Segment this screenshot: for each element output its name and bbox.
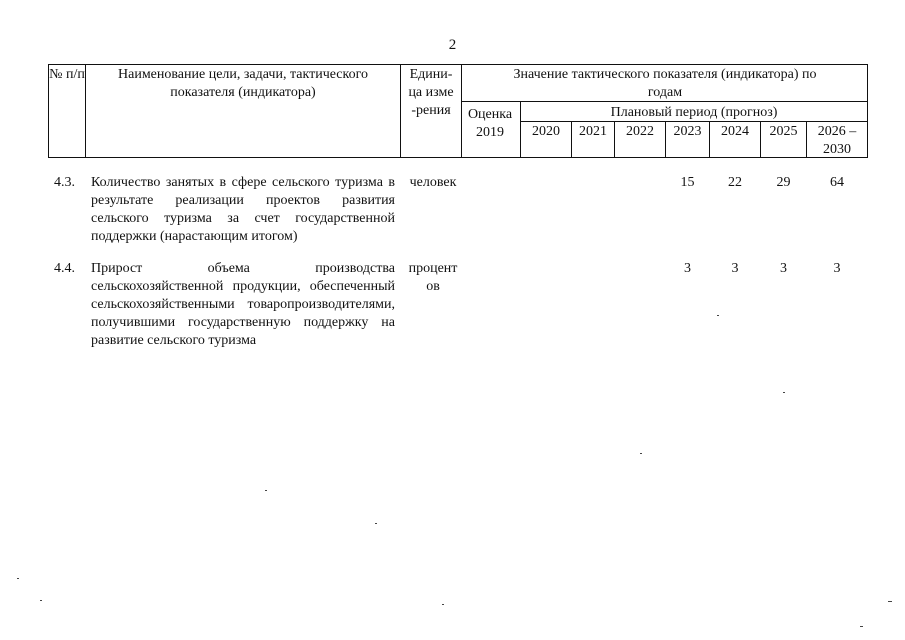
value-2023: 3 xyxy=(684,261,691,276)
header-year: 2024 xyxy=(721,124,749,139)
value-2026-2030: 64 xyxy=(830,175,844,190)
page-number: 2 xyxy=(448,37,457,53)
row-unit: процентов xyxy=(408,261,458,294)
value-2024: 22 xyxy=(728,175,742,190)
header-year: 2025 xyxy=(769,124,798,139)
value-2026-2030: 3 xyxy=(833,261,841,276)
header-num: № п/п xyxy=(49,67,85,82)
header-estimate: Оценка 2019 xyxy=(467,107,513,140)
header-planned: Плановый период (прогноз) xyxy=(610,105,778,120)
header-name: Наименование цели, задачи, тактического показателя (индикатора) xyxy=(118,67,368,100)
row-name: Прирост объема производства сельскохозяйственной продукции, обеспеченный сельскохозяйственными товаропроизводителями, получившими государственную поддержку на развитие сельского туризма xyxy=(91,261,395,348)
row-number: 4.4. xyxy=(54,261,75,276)
row-name: Количество занятых в сфере сельского туризма в результате реализации проектов развития сельского туризма за счет государственной поддержки (нарастающим итогом) xyxy=(91,175,395,244)
row-number: 4.3. xyxy=(54,175,75,190)
value-2025: 3 xyxy=(780,261,787,276)
header-year: 2023 xyxy=(673,124,702,139)
value-2023: 15 xyxy=(680,175,695,190)
header-year: 2020 xyxy=(532,124,560,139)
header-year: 2026 – 2030 xyxy=(817,124,857,157)
value-2025: 29 xyxy=(776,175,791,190)
header-unit: Едини-ца изме-рения xyxy=(408,67,454,118)
row-unit: человек xyxy=(409,175,457,190)
header-values: Значение тактического показателя (индикатора) по годам xyxy=(513,67,817,100)
value-2024: 3 xyxy=(731,261,739,276)
header-year: 2022 xyxy=(626,124,654,139)
header-year: 2021 xyxy=(579,124,607,139)
